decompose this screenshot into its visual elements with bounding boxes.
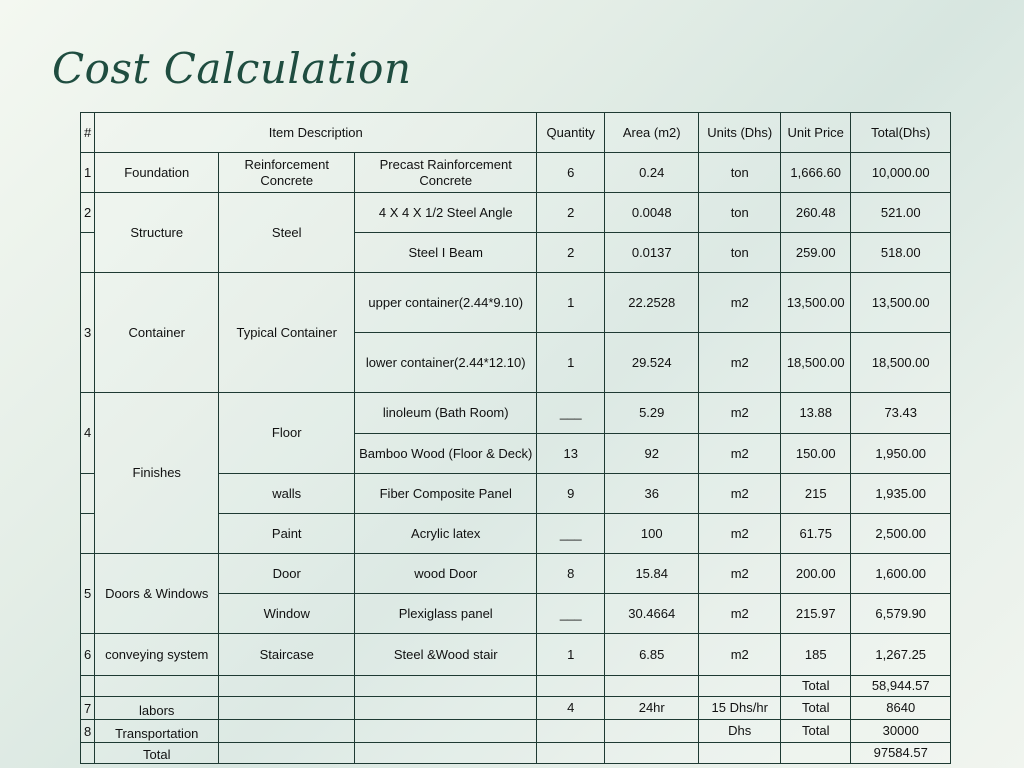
row-number-empty bbox=[81, 743, 95, 764]
empty-cell bbox=[699, 743, 781, 764]
item-cell: upper container(2.44*9.10) bbox=[355, 273, 537, 333]
empty-cell bbox=[537, 676, 605, 697]
area-cell: 15.84 bbox=[605, 554, 699, 594]
area-cell: 0.0137 bbox=[605, 233, 699, 273]
unit-price-cell: 260.48 bbox=[781, 193, 851, 233]
row-number: 3 bbox=[81, 273, 95, 393]
total-cell: 30000 bbox=[851, 720, 951, 743]
total-cell: 521.00 bbox=[851, 193, 951, 233]
quantity-cell: 6 bbox=[537, 153, 605, 193]
table-row bbox=[81, 193, 951, 233]
total-cell: 6,579.90 bbox=[851, 594, 951, 634]
area-cell: 0.0048 bbox=[605, 193, 699, 233]
units-cell: m2 bbox=[699, 514, 781, 554]
category-cell: Container bbox=[95, 273, 219, 393]
header-unit-price: Unit Price bbox=[781, 113, 851, 153]
quantity-cell: 2 bbox=[537, 233, 605, 273]
quantity-cell: 13 bbox=[537, 434, 605, 474]
table-row bbox=[81, 273, 951, 333]
unit-price-cell: 150.00 bbox=[781, 434, 851, 474]
quantity-cell: 1 bbox=[537, 333, 605, 393]
empty-cell bbox=[537, 720, 605, 743]
category-cell: Doors & Windows bbox=[95, 554, 219, 634]
item-cell: Fiber Composite Panel bbox=[355, 474, 537, 514]
area-cell: 36 bbox=[605, 474, 699, 514]
quantity-cell: 4 bbox=[537, 697, 605, 720]
row-number-empty bbox=[81, 514, 95, 554]
row-number: 6 bbox=[81, 634, 95, 676]
row-number: 1 bbox=[81, 153, 95, 193]
unit-price-cell: 259.00 bbox=[781, 233, 851, 273]
subcategory-cell: Typical Container bbox=[219, 273, 355, 393]
units-cell: m2 bbox=[699, 474, 781, 514]
category-cell: Finishes bbox=[95, 393, 219, 554]
category-cell: Foundation bbox=[95, 153, 219, 193]
subcategory-cell: Door bbox=[219, 554, 355, 594]
empty-cell bbox=[355, 743, 537, 764]
empty-cell bbox=[219, 697, 355, 720]
total-cell: 1,935.00 bbox=[851, 474, 951, 514]
unit-price-cell: 200.00 bbox=[781, 554, 851, 594]
units-cell: m2 bbox=[699, 273, 781, 333]
empty-cell bbox=[95, 676, 219, 697]
total-cell: 1,600.00 bbox=[851, 554, 951, 594]
empty-cell bbox=[219, 676, 355, 697]
header-area: Area (m2) bbox=[605, 113, 699, 153]
empty-cell bbox=[605, 676, 699, 697]
unit-price-cell: 13.88 bbox=[781, 393, 851, 434]
total-cell: 1,267.25 bbox=[851, 634, 951, 676]
units-cell: ton bbox=[699, 233, 781, 273]
subcategory-cell: Steel bbox=[219, 193, 355, 273]
empty-cell bbox=[355, 720, 537, 743]
row-number: 4 bbox=[81, 393, 95, 474]
subcategory-cell: Staircase bbox=[219, 634, 355, 676]
header-item-description: Item Description bbox=[95, 113, 537, 153]
unit-price-cell: 215 bbox=[781, 474, 851, 514]
page-title: Cost Calculation bbox=[52, 44, 412, 93]
row-number: 5 bbox=[81, 554, 95, 634]
row-number-empty bbox=[81, 474, 95, 514]
empty-cell bbox=[355, 697, 537, 720]
item-cell: linoleum (Bath Room) bbox=[355, 393, 537, 434]
total-cell: 18,500.00 bbox=[851, 333, 951, 393]
item-cell: Steel I Beam bbox=[355, 233, 537, 273]
units-cell: m2 bbox=[699, 594, 781, 634]
category-cell: Structure bbox=[95, 193, 219, 273]
category-cell: Transportation bbox=[95, 720, 219, 743]
units-cell: m2 bbox=[699, 634, 781, 676]
total-cell: 13,500.00 bbox=[851, 273, 951, 333]
unit-price-cell: 215.97 bbox=[781, 594, 851, 634]
area-cell: 22.2528 bbox=[605, 273, 699, 333]
table-row bbox=[81, 697, 951, 720]
subtotal-row bbox=[81, 676, 951, 697]
unit-price-cell: 61.75 bbox=[781, 514, 851, 554]
subcategory-cell: Floor bbox=[219, 393, 355, 474]
empty-cell bbox=[781, 743, 851, 764]
units-cell: m2 bbox=[699, 434, 781, 474]
quantity-cell: 1 bbox=[537, 273, 605, 333]
quantity-cell: 2 bbox=[537, 193, 605, 233]
item-cell: Precast Rainforcement Concrete bbox=[355, 153, 537, 193]
header-units: Units (Dhs) bbox=[699, 113, 781, 153]
item-cell: 4 X 4 X 1/2 Steel Angle bbox=[355, 193, 537, 233]
area-cell: 5.29 bbox=[605, 393, 699, 434]
table-row bbox=[81, 720, 951, 743]
total-cell: 1,950.00 bbox=[851, 434, 951, 474]
table-row bbox=[81, 153, 951, 193]
units-cell: m2 bbox=[699, 554, 781, 594]
subtotal-label: Total bbox=[781, 676, 851, 697]
unit-price-cell: 18,500.00 bbox=[781, 333, 851, 393]
total-cell: 8640 bbox=[851, 697, 951, 720]
units-cell: Dhs bbox=[699, 720, 781, 743]
row-number-empty bbox=[81, 676, 95, 697]
units-cell: m2 bbox=[699, 393, 781, 434]
quantity-cell: 1 bbox=[537, 634, 605, 676]
unit-price-cell: 185 bbox=[781, 634, 851, 676]
total-cell: 73.43 bbox=[851, 393, 951, 434]
item-cell: Acrylic latex bbox=[355, 514, 537, 554]
area-cell: 92 bbox=[605, 434, 699, 474]
quantity-cell: ___ bbox=[537, 393, 605, 434]
item-cell: Bamboo Wood (Floor & Deck) bbox=[355, 434, 537, 474]
item-cell: wood Door bbox=[355, 554, 537, 594]
grand-total-row bbox=[81, 743, 951, 764]
item-cell: Plexiglass panel bbox=[355, 594, 537, 634]
subtotal-value: 58,944.57 bbox=[851, 676, 951, 697]
units-cell: ton bbox=[699, 193, 781, 233]
units-cell: ton bbox=[699, 153, 781, 193]
area-cell: 24hr bbox=[605, 697, 699, 720]
total-cell: 518.00 bbox=[851, 233, 951, 273]
grand-total-label: Total bbox=[95, 743, 219, 764]
quantity-cell: ___ bbox=[537, 594, 605, 634]
area-cell: 0.24 bbox=[605, 153, 699, 193]
empty-cell bbox=[537, 743, 605, 764]
row-number: 2 bbox=[81, 193, 95, 233]
subcategory-cell: walls bbox=[219, 474, 355, 514]
empty-cell bbox=[219, 743, 355, 764]
table-row bbox=[81, 634, 951, 676]
category-cell: labors bbox=[95, 697, 219, 720]
area-cell: 100 bbox=[605, 514, 699, 554]
unit-price-cell: Total bbox=[781, 720, 851, 743]
unit-price-cell: 13,500.00 bbox=[781, 273, 851, 333]
header-quantity: Quantity bbox=[537, 113, 605, 153]
empty-cell bbox=[605, 743, 699, 764]
unit-price-cell: Total bbox=[781, 697, 851, 720]
empty-cell bbox=[219, 720, 355, 743]
header-total: Total(Dhs) bbox=[851, 113, 951, 153]
row-number-empty bbox=[81, 233, 95, 273]
table-header-row bbox=[81, 113, 951, 153]
area-cell: 30.4664 bbox=[605, 594, 699, 634]
unit-price-cell: 1,666.60 bbox=[781, 153, 851, 193]
empty-cell bbox=[699, 676, 781, 697]
subcategory-cell: Reinforcement Concrete bbox=[219, 153, 355, 193]
table-row bbox=[81, 393, 951, 434]
quantity-cell: 8 bbox=[537, 554, 605, 594]
total-cell: 10,000.00 bbox=[851, 153, 951, 193]
subcategory-cell: Paint bbox=[219, 514, 355, 554]
item-cell: Steel &Wood stair bbox=[355, 634, 537, 676]
grand-total-value: 97584.57 bbox=[851, 743, 951, 764]
quantity-cell: ___ bbox=[537, 514, 605, 554]
table-row bbox=[81, 554, 951, 594]
quantity-cell: 9 bbox=[537, 474, 605, 514]
empty-cell bbox=[605, 720, 699, 743]
empty-cell bbox=[355, 676, 537, 697]
subcategory-cell: Window bbox=[219, 594, 355, 634]
area-cell: 29.524 bbox=[605, 333, 699, 393]
units-cell: 15 Dhs/hr bbox=[699, 697, 781, 720]
area-cell: 6.85 bbox=[605, 634, 699, 676]
row-number: 7 bbox=[81, 697, 95, 720]
row-number: 8 bbox=[81, 720, 95, 743]
cost-table bbox=[80, 112, 951, 764]
header-num: # bbox=[81, 113, 95, 153]
item-cell: lower container(2.44*12.10) bbox=[355, 333, 537, 393]
category-cell: conveying system bbox=[95, 634, 219, 676]
units-cell: m2 bbox=[699, 333, 781, 393]
total-cell: 2,500.00 bbox=[851, 514, 951, 554]
